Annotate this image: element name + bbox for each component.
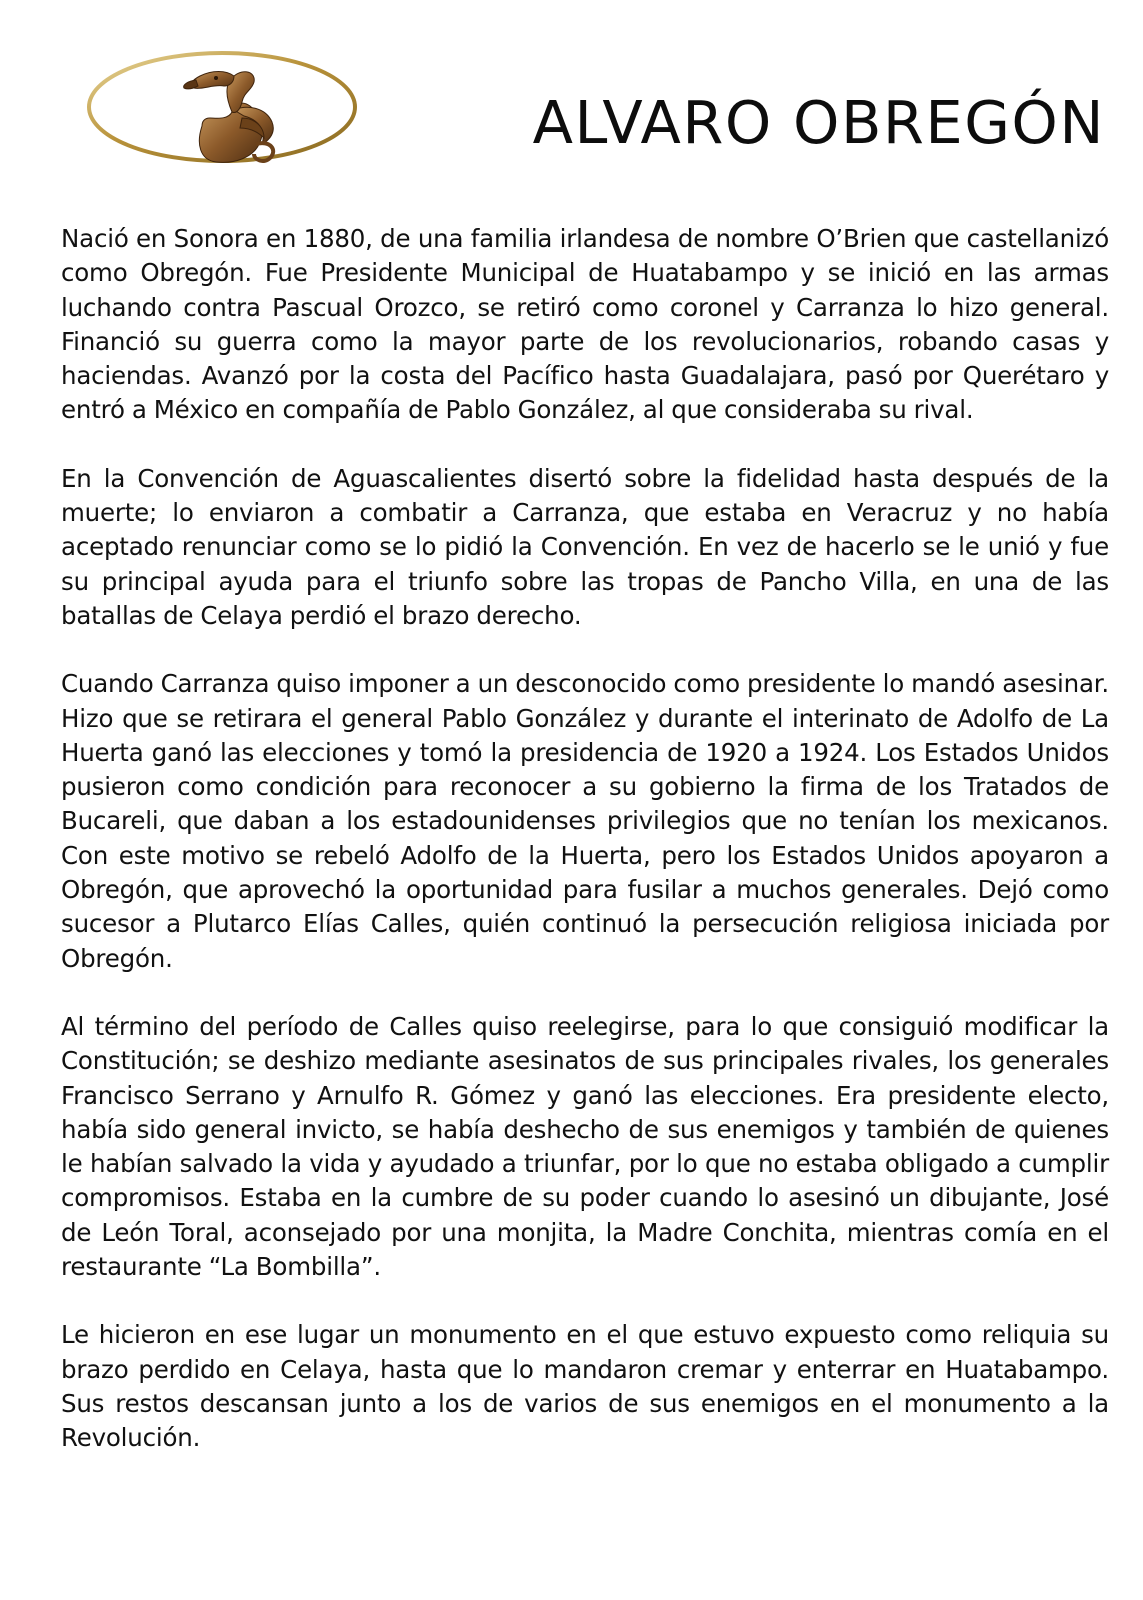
- page-title: ALVARO OBREGÓN: [532, 88, 1105, 157]
- paragraph-birth-and-rise: Nació en Sonora en 1880, de una familia irlandesa de nombre O’Brien que castellanizó como Obregón. Fue Presidente Municipal de Huatabampo y se inició en las armas luchando contra Pascual Orozco, se retiró como coronel y Carranza lo hizo general. Financió su guerra como la mayor parte de los revolucionarios, robando casas y haciendas. Avanzó por la costa del Pacífico hasta Guadalajara, pasó por Querétaro y entró a México en compañía de Pablo González, al que consideraba su rival.: [61, 224, 1109, 425]
- paragraph-monument: Le hicieron en ese lugar un monumento en el que estuvo expuesto como reliquia su brazo perdido en Celaya, hasta que lo mandaron cremar y enterrar en Huatabampo. Sus restos descansan junto a los de varios de sus enemigos en el monumento a la Revolución.: [61, 1320, 1109, 1453]
- article-body: [61, 222, 1109, 1490]
- bronze-eagle-emblem-icon: [84, 48, 360, 166]
- paragraph-aguascalientes-convention: En la Convención de Aguascalientes disertó sobre la fidelidad hasta después de la muerte; lo enviaron a combatir a Carranza, que estaba en Veracruz y no había aceptado renunciar como se lo pidió la Convención. En vez de hacerlo se le unió y fue su principal ayuda para el triunfo sobre las tropas de Pancho Villa, en una de las batallas de Celaya perdió el brazo derecho.: [61, 463, 1109, 630]
- page-header: [0, 0, 1143, 200]
- paragraph-presidency: Cuando Carranza quiso imponer a un desconocido como presidente lo mandó asesinar. Hizo que se retirara el general Pablo González y durante el interinato de Adolfo de La Huerta ganó las elecciones y tomó la presidencia de 1920 a 1924. Los Estados Unidos pusieron como condición para reconocer a su gobierno la firma de los Tratados de Bucareli, que daban a los estadounidenses privilegios que no tenían los mexicanos. Con este motivo se rebeló Adolfo de la Huerta, pero los Estados Unidos apoyaron a Obregón, que aprovechó la oportunidad para fusilar a muchos generales. Dejó como sucesor a Plutarco Elías Calles, quién continuó la persecución religiosa iniciada por Obregón.: [61, 669, 1109, 973]
- paragraph-reelection-and-assassination: Al término del período de Calles quiso reelegirse, para lo que consiguió modificar la Constitución; se deshizo mediante asesinatos de sus principales rivales, los generales Francisco Serrano y Arnulfo R. Gómez y ganó las elecciones. Era presidente electo, había sido general invicto, se había deshecho de sus enemigos y también de quienes le habían salvado la vida y ayudado a triunfar, por lo que no estaba obligado a cumplir compromisos. Estaba en la cumbre de su poder cuando lo asesinó un dibujante, José de León Toral, aconsejado por una monjita, la Madre Conchita, mientras comía en el restaurante “La Bombilla”.: [61, 1011, 1109, 1282]
